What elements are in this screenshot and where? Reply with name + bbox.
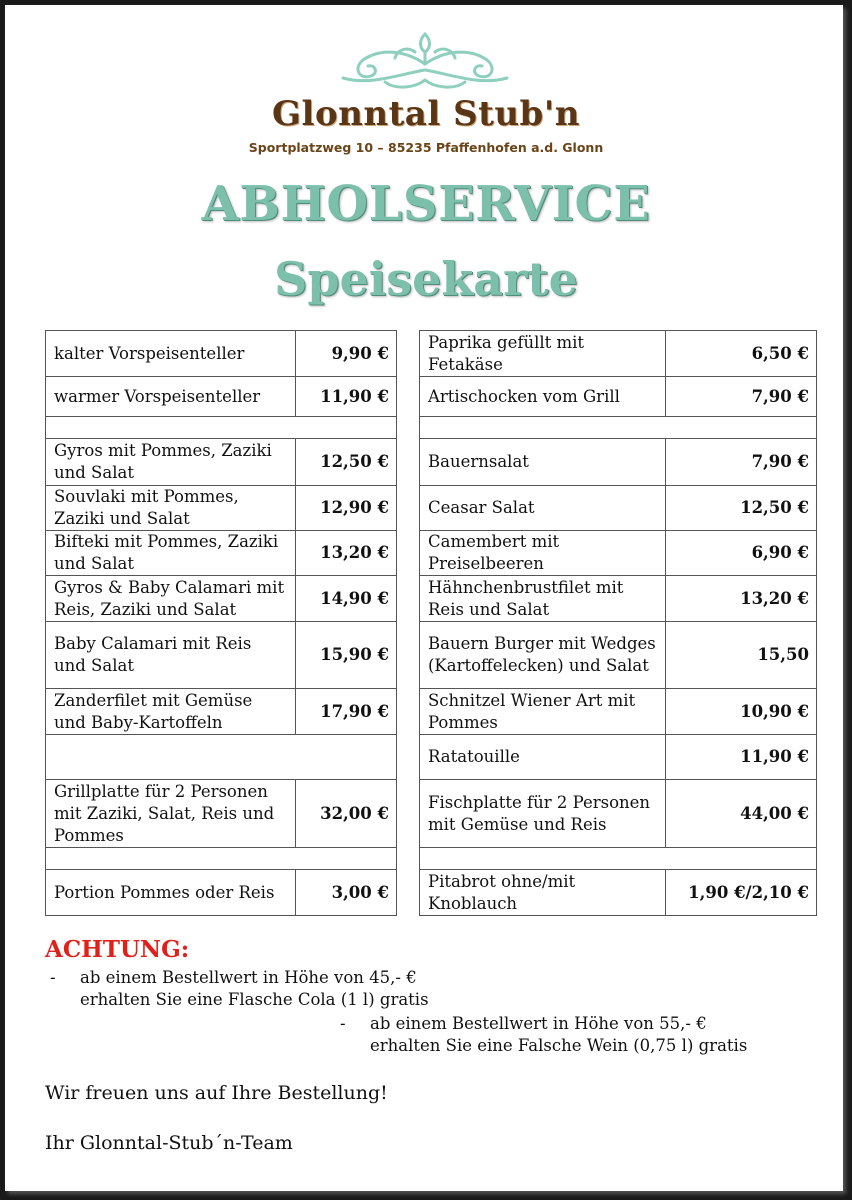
dish-name: Portion Pommes oder Reis	[46, 870, 296, 916]
menu-row	[46, 576, 397, 622]
menu-row	[46, 622, 397, 689]
dish-price: 14,90 €	[296, 576, 397, 622]
dish-price: 11,90 €	[666, 735, 817, 780]
dish-name: Souvlaki mit Pommes, Zaziki und Salat	[46, 486, 296, 531]
menu-row	[46, 848, 397, 870]
menu-row	[46, 331, 397, 377]
dish-price: 44,00 €	[666, 780, 817, 848]
dish-name	[420, 417, 817, 439]
menu-row	[420, 848, 817, 870]
menu-row	[420, 622, 817, 689]
dish-price: 6,90 €	[666, 531, 817, 576]
dish-name: Schnitzel Wiener Art mit Pommes	[420, 689, 666, 735]
dish-price: 13,20 €	[666, 576, 817, 622]
notice-item	[50, 967, 470, 1011]
address: Sportplatzweg 10 – 85235 Pfaffenhofen a.d. Glonn	[248, 140, 604, 155]
dish-price: 10,90 €	[666, 689, 817, 735]
menu-row	[420, 331, 817, 377]
notice-item	[340, 1013, 780, 1057]
ornament-flourish-icon	[335, 30, 515, 92]
notice-text	[370, 1013, 747, 1057]
dish-name: warmer Vorspeisenteller	[46, 377, 296, 417]
menu-row	[46, 486, 397, 531]
dish-name: Paprika gefüllt mit Fetakäse	[420, 331, 666, 377]
dish-price: 15,50	[666, 622, 817, 689]
menu-row	[46, 439, 397, 486]
signature-line: Ihr Glonntal-Stub´n-Team	[45, 1132, 293, 1154]
closing-line: Wir freuen uns auf Ihre Bestellung!	[45, 1082, 388, 1104]
dish-name: Bifteki mit Pommes, Zaziki und Salat	[46, 531, 296, 576]
notice-line: erhalten Sie eine Flasche Cola (1 l) gratis	[80, 990, 429, 1009]
dish-name: Bauernsalat	[420, 439, 666, 486]
menu-row	[46, 735, 397, 780]
menu-table-left	[45, 330, 397, 916]
notice-line: ab einem Bestellwert in Höhe von 45,- €	[80, 968, 417, 987]
menu-row	[420, 870, 817, 916]
dish-name: Camembert mit Preiselbeeren	[420, 531, 666, 576]
menu-row	[46, 417, 397, 439]
menu-table-right	[419, 330, 817, 916]
dish-name	[46, 735, 397, 780]
dish-price: 15,90 €	[296, 622, 397, 689]
menu-row	[46, 531, 397, 576]
dish-name: Zanderfilet mit Gemüse und Baby-Kartoffeln	[46, 689, 296, 735]
menu-row	[420, 735, 817, 780]
menu-row	[420, 486, 817, 531]
dish-name: Bauern Burger mit Wedges (Kartoffelecken) und Salat	[420, 622, 666, 689]
dish-name: Grillplatte für 2 Personen mit Zaziki, Salat, Reis und Pommes	[46, 780, 296, 848]
menu-row	[420, 531, 817, 576]
notice-line: erhalten Sie eine Falsche Wein (0,75 l) gratis	[370, 1036, 748, 1055]
menu-row	[420, 439, 817, 486]
dish-name	[420, 848, 817, 870]
brand-logo: Glonntal Stub'n	[272, 94, 580, 134]
dish-price: 32,00 €	[296, 780, 397, 848]
dish-name: Hähnchenbrustfilet mit Reis und Salat	[420, 576, 666, 622]
dish-price: 12,90 €	[296, 486, 397, 531]
dish-price: 11,90 €	[296, 377, 397, 417]
dish-name: Pitabrot ohne/mit Knoblauch	[420, 870, 666, 916]
notice-text	[80, 967, 429, 1011]
menu-row	[46, 870, 397, 916]
menu-row	[46, 689, 397, 735]
notice-dash: -	[340, 1014, 346, 1033]
dish-name: kalter Vorspeisenteller	[46, 331, 296, 377]
dish-name: Gyros mit Pommes, Zaziki und Salat	[46, 439, 296, 486]
dish-name: Gyros & Baby Calamari mit Reis, Zaziki und Salat	[46, 576, 296, 622]
dish-name: Fischplatte für 2 Personen mit Gemüse und Reis	[420, 780, 666, 848]
dish-price: 13,20 €	[296, 531, 397, 576]
menu-row	[420, 417, 817, 439]
notice-line: ab einem Bestellwert in Höhe von 55,- €	[370, 1014, 707, 1033]
dish-price: 7,90 €	[666, 439, 817, 486]
dish-name	[46, 417, 397, 439]
menu-row	[420, 377, 817, 417]
menu-row	[46, 377, 397, 417]
dish-price: 1,90 €/2,10 €	[666, 870, 817, 916]
page-subtitle: Speisekarte	[274, 252, 578, 306]
dish-name: Ceasar Salat	[420, 486, 666, 531]
menu-row	[46, 780, 397, 848]
menu-row	[420, 780, 817, 848]
dish-price: 6,50 €	[666, 331, 817, 377]
dish-price: 9,90 €	[296, 331, 397, 377]
dish-price: 12,50 €	[666, 486, 817, 531]
notice-heading: ACHTUNG:	[45, 936, 190, 963]
page-title: ABHOLSERVICE	[201, 176, 651, 232]
dish-name: Baby Calamari mit Reis und Salat	[46, 622, 296, 689]
dish-price: 12,50 €	[296, 439, 397, 486]
notice-dash: -	[50, 968, 56, 987]
dish-name: Artischocken vom Grill	[420, 377, 666, 417]
dish-name	[46, 848, 397, 870]
dish-name: Ratatouille	[420, 735, 666, 780]
dish-price: 17,90 €	[296, 689, 397, 735]
dish-price: 3,00 €	[296, 870, 397, 916]
menu-row	[420, 576, 817, 622]
menu-row	[420, 689, 817, 735]
dish-price: 7,90 €	[666, 377, 817, 417]
